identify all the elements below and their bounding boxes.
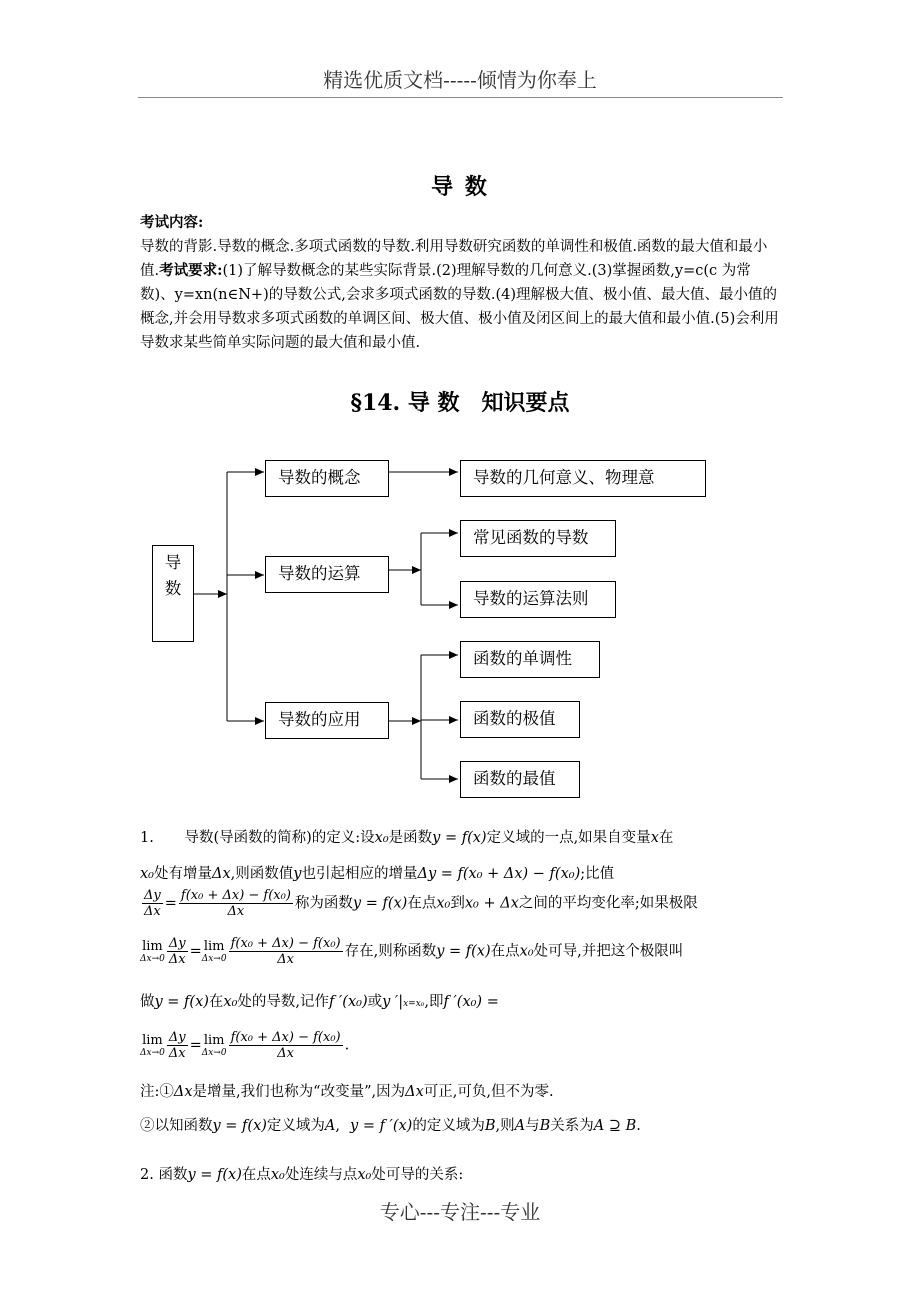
def-text: 导数(导函数的简称)的定义:设 (184, 830, 375, 846)
note-text: 注:① (140, 1084, 174, 1100)
exam-content-label: 考试内容: (140, 214, 204, 231)
exam-req-label: 考试要求: (159, 262, 223, 279)
fraction-difference-quotient (179, 888, 293, 919)
equals: = (189, 1037, 202, 1054)
diagram-application-box: 导数的应用 (265, 702, 389, 739)
note-text: 可正,可负,但不为零. (423, 1084, 554, 1100)
period: . (344, 1037, 350, 1054)
exam-content-text: 导数的背影.导数的概念.多项式函数的导数.利用导数研究函数的单调性和极值.函数的最大值和最小值. (140, 239, 768, 279)
item2-text: 处可导的关系: (371, 1167, 464, 1183)
diagram-application-child-3: 函数的最值 (460, 761, 580, 798)
item2-line (140, 1163, 463, 1184)
def-text: 做 (140, 994, 155, 1010)
item1-number: 1. (140, 830, 154, 846)
page-title: 导 数 (431, 174, 489, 200)
note-text: ,则 (495, 1118, 515, 1134)
diagram-concept-child-box: 导数的几何意义、物理意 (460, 460, 706, 497)
comma: , (335, 1118, 341, 1134)
lim-word: lim (203, 939, 225, 954)
math-x0: x₀ (223, 994, 238, 1010)
note-text: 的定义域为 (412, 1118, 485, 1134)
equals: = (164, 895, 177, 912)
lim-word: lim (142, 1033, 163, 1048)
note-text: 与 (525, 1118, 540, 1134)
note-text: 是增量,我们也称为“改变量”,因为 (192, 1084, 406, 1100)
lim-word: lim (203, 1033, 225, 1048)
diagram-operation-child-2: 导数的运算法则 (460, 581, 616, 618)
def-text: 处可导,并把这个极限叫 (533, 943, 684, 960)
def-text: 定义域的一点,如果自变量 (486, 830, 651, 846)
header-title: 精选优质文档-----倾情为你奉上 (323, 68, 597, 92)
def-text: ,即 (424, 994, 444, 1010)
def-text: 或 (367, 994, 383, 1010)
def-line-3 (140, 888, 698, 919)
frac-denominator: Δx (227, 904, 245, 919)
frac-numerator: Δy (168, 1030, 186, 1045)
note-text: 定义域为 (266, 1118, 325, 1134)
def-text: 到 (450, 895, 465, 912)
frac-denominator: Δx (277, 1046, 294, 1061)
math-dy-expr: Δy = f(x₀ + Δx) − f(x₀) (417, 866, 581, 882)
math-y-fx: y = f(x) (432, 830, 487, 846)
lim-sub: Δx→0 (140, 954, 165, 964)
math-fprime-eq: f ′(x₀) = (443, 994, 499, 1010)
equals: = (189, 943, 202, 960)
math-x: x (650, 830, 659, 846)
math-dx: Δx (173, 1084, 193, 1100)
fraction-dy-dx (167, 936, 188, 967)
def-text: 在 (658, 830, 674, 846)
fraction-dy-dx (142, 888, 163, 919)
math-fprime-x0: f ′(x₀) (329, 994, 368, 1010)
def-line-4 (140, 936, 683, 967)
math-y-fx: y = f(x) (212, 1118, 267, 1134)
def-text: 也引起相应的增量 (301, 866, 418, 882)
math-yprime: y ′| (382, 994, 404, 1010)
math-x0: x₀ (357, 1167, 372, 1183)
period: . (636, 1118, 641, 1134)
math-B: B (484, 1118, 496, 1134)
math-y: y (293, 866, 302, 882)
math-x0: x₀ (374, 830, 389, 846)
diagram-root-char-1: 导 (164, 553, 182, 572)
def-text: ;比值 (580, 866, 615, 882)
math-x0-dx: x₀ + Δx (464, 895, 519, 912)
def-text: 是函数 (388, 830, 433, 846)
limit-2 (202, 939, 227, 964)
diagram-operation-box: 导数的运算 (265, 556, 389, 593)
def-text: 存在,则称函数 (344, 943, 437, 960)
footer-text: 专心---专注---专业 (379, 1200, 541, 1224)
note-line-1 (140, 1080, 554, 1101)
item2-text: 处连续与点 (284, 1167, 358, 1183)
math-y-fx: y = f(x) (187, 1167, 242, 1183)
frac-denominator: Δx (144, 904, 161, 919)
math-y-fprime: y = f ′(x) (350, 1118, 413, 1134)
def-text: 称为函数 (294, 895, 353, 912)
math-A-sup-B: A ⊇ B (593, 1118, 637, 1134)
math-y-fx: y = f(x) (352, 895, 408, 912)
def-line-6 (140, 1030, 349, 1061)
math-B: B (539, 1118, 551, 1134)
limit-1 (140, 939, 165, 964)
math-y-fx: y = f(x) (154, 994, 209, 1010)
def-text: 在点 (407, 895, 437, 912)
def-line-1 (140, 826, 673, 847)
diagram-root-box (152, 545, 194, 642)
frac-numerator: f(x₀ + Δx) − f(x₀) (230, 936, 341, 951)
item2-text: 2. 函数 (140, 1167, 188, 1183)
diagram-concept-box: 导数的概念 (265, 460, 389, 497)
frac-denominator: Δx (168, 1046, 186, 1061)
def-text: 在 (208, 994, 224, 1010)
math-x0: x₀ (270, 1167, 285, 1183)
frac-numerator: f(x₀ + Δx) − f(x₀) (230, 1030, 341, 1045)
def-line-5 (140, 990, 499, 1011)
math-x0: x₀ (519, 943, 534, 960)
lim-word: lim (142, 939, 163, 954)
diagram-operation-child-1: 常见函数的导数 (460, 520, 616, 557)
math-A: A (514, 1118, 526, 1134)
math-yprime-sub: x=x₀ (403, 999, 425, 1009)
diagram-application-child-1: 函数的单调性 (460, 641, 600, 678)
math-x0: x₀ (436, 895, 451, 912)
def-line-2 (140, 862, 614, 883)
diagram-application-child-2: 函数的极值 (460, 701, 580, 738)
note-text: ②以知函数 (140, 1118, 213, 1134)
def-text: 在点 (490, 943, 520, 960)
frac-denominator: Δx (168, 952, 186, 967)
item2-text: 在点 (241, 1167, 271, 1183)
exam-req-text: (1)了解导数概念的某些实际背景.(2)理解导数的几何意义.(3)掌握函数,y=c(c 为常数)、y=xn(n∈N+)的导数公式,会求多项式函数的导数.(4)理解极大值、极小值、最大值、最小值的概念,并会用导数求多项式函数的单调区间、极大值、极小值及闭区间上的最大值和最小值.(5)会利用导数求某些简单实际问题的最大值和最小值. (140, 263, 779, 351)
lim-sub: Δx→0 (140, 1048, 165, 1058)
fraction-difference-quotient (229, 936, 343, 967)
frac-numerator: Δy (168, 936, 186, 951)
lim-sub: Δx→0 (201, 954, 227, 964)
def-text: ,则函数值 (230, 866, 294, 882)
math-x0: x₀ (140, 866, 154, 882)
math-dx: Δx (405, 1084, 424, 1100)
def-text: 之间的平均变化率;如果极限 (518, 895, 698, 912)
fraction-difference-quotient (229, 1030, 343, 1061)
section-title: §14. 导 数 知识要点 (350, 390, 570, 416)
note-line-2 (140, 1114, 641, 1135)
limit-1 (140, 1033, 165, 1058)
math-y-fx: y = f(x) (436, 943, 491, 960)
lim-sub: Δx→0 (201, 1048, 227, 1058)
def-text: 处有增量 (154, 866, 212, 882)
frac-denominator: Δx (277, 952, 294, 967)
note-text: 关系为 (550, 1118, 594, 1134)
diagram-root-char-2: 数 (164, 579, 182, 598)
frac-numerator: f(x₀ + Δx) − f(x₀) (180, 888, 291, 903)
math-dx: Δx (212, 866, 231, 882)
math-A: A (324, 1118, 336, 1134)
def-text: 处的导数,记作 (237, 994, 330, 1010)
fraction-dy-dx (167, 1030, 188, 1061)
limit-2 (202, 1033, 227, 1058)
frac-numerator: Δy (144, 888, 161, 903)
